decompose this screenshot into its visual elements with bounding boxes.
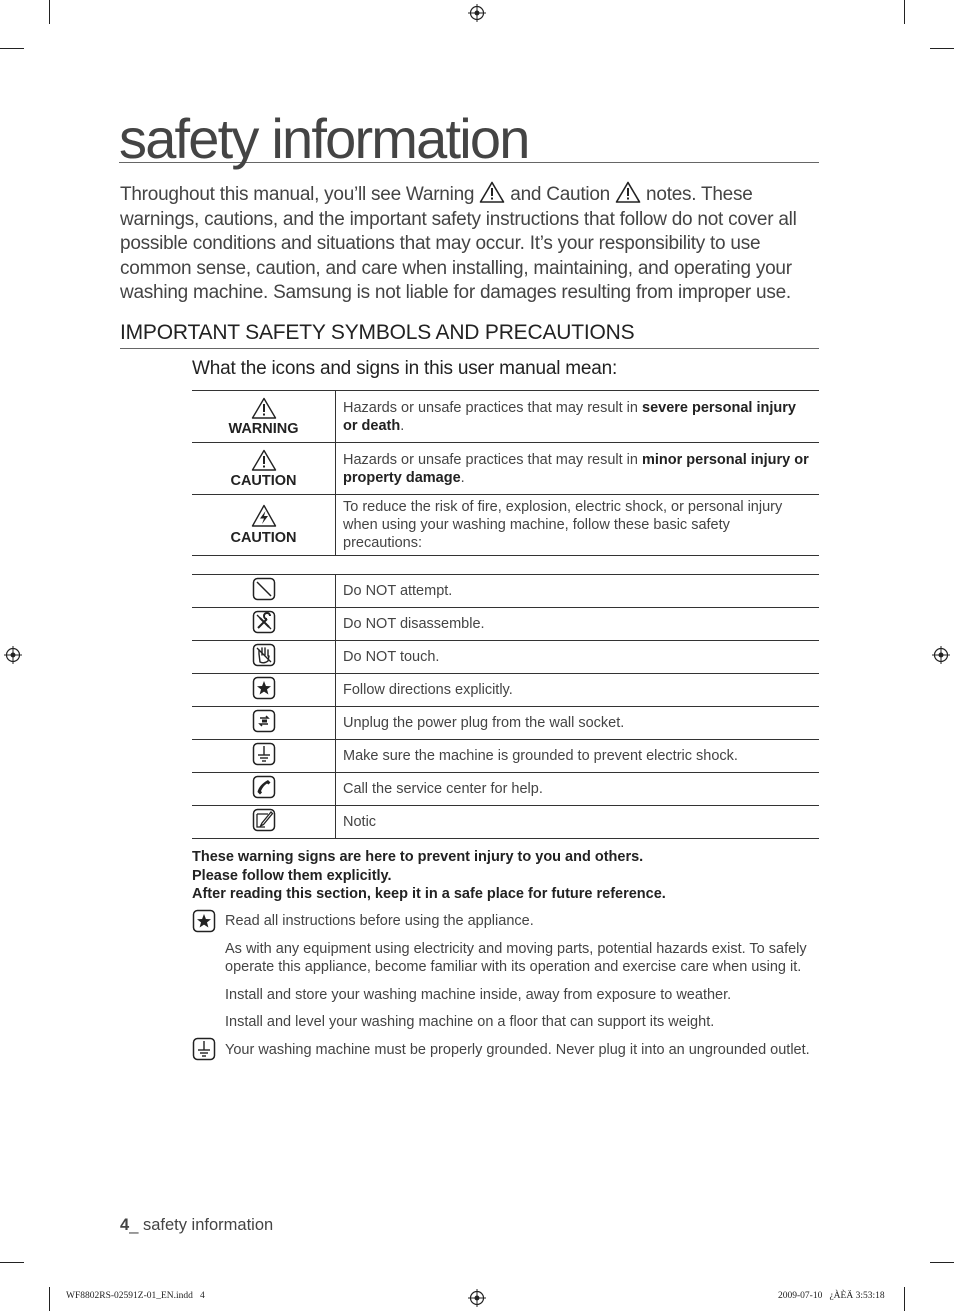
table-row — [192, 495, 819, 556]
page-footer — [120, 1216, 273, 1235]
do-not-disassemble-icon — [252, 610, 276, 634]
crop-mark — [930, 1262, 954, 1263]
instruction-item: Install and store your washing machine inside, away from exposure to weather. — [225, 987, 732, 1003]
crop-mark — [49, 0, 50, 24]
instruction-item: As with any equipment using electricity and moving parts, potential hazards exist. To safely operate this appliance, become familiar with its operation and exercise care when using it. — [225, 941, 807, 975]
symbol-description: Do NOT touch. — [336, 641, 820, 674]
registration-mark-icon — [4, 646, 22, 664]
do-not-touch-icon — [252, 643, 276, 667]
table-row — [192, 443, 819, 495]
instruction-item: Your washing machine must be properly grounded. Never plug it into an ungrounded outlet. — [225, 1042, 810, 1058]
symbol-description: Do NOT disassemble. — [336, 608, 820, 641]
section-heading: IMPORTANT SAFETY SYMBOLS AND PRECAUTIONS — [120, 321, 819, 349]
table-row — [192, 674, 819, 707]
note-line: After reading this section, keep it in a safe place for future reference. — [192, 886, 666, 902]
warning-notes — [192, 848, 666, 904]
unplug-icon — [252, 709, 276, 733]
crop-mark — [49, 1287, 50, 1311]
page-number: 4 — [120, 1216, 130, 1234]
sub-heading: What the icons and signs in this user manual mean: — [192, 358, 618, 379]
symbol-description: Make sure the machine is grounded to prevent electric shock. — [336, 740, 820, 773]
follow-directions-icon — [192, 909, 216, 933]
ground-icon — [192, 1037, 216, 1061]
slug-timestamp: 2009-07-10 ¿ÀÈÄ 3:53:18 — [778, 1291, 885, 1301]
slug-filename: WF8802RS-02591Z-01_EN.indd 4 — [66, 1291, 205, 1301]
follow-directions-icon — [252, 676, 276, 700]
symbols-table — [192, 574, 819, 839]
table-row — [192, 773, 819, 806]
sign-description: Hazards or unsafe practices that may result in severe personal injury or death. — [336, 391, 820, 443]
footer-label: _ safety information — [129, 1216, 274, 1234]
service-call-icon — [252, 775, 276, 799]
page-title: safety information — [119, 112, 819, 163]
warning-signs-table — [192, 390, 819, 556]
note-icon — [252, 808, 276, 832]
warning-triangle-icon — [479, 181, 505, 203]
sign-label: CAUTION — [230, 472, 297, 489]
sign-label: WARNING — [228, 420, 299, 437]
intro-text: Throughout this manual, you’ll see Warning — [120, 184, 480, 205]
do-not-attempt-icon — [252, 577, 276, 601]
table-row — [192, 575, 819, 608]
table-row — [192, 740, 819, 773]
sign-description: To reduce the risk of fire, explosion, electric shock, or personal injury when using your washing machine, follow these basic safety precautions: — [336, 495, 820, 556]
crop-mark — [904, 0, 905, 24]
symbol-description: Notic — [336, 806, 820, 839]
warning-triangle-icon — [251, 449, 277, 471]
electric-caution-icon — [251, 504, 277, 528]
note-line: These warning signs are here to prevent injury to you and others. — [192, 849, 644, 865]
registration-mark-icon — [932, 646, 950, 664]
intro-paragraph — [120, 181, 825, 306]
crop-mark — [904, 1287, 905, 1311]
symbol-description: Unplug the power plug from the wall socket. — [336, 707, 820, 740]
table-row — [192, 707, 819, 740]
crop-mark — [0, 48, 24, 49]
symbol-description: Call the service center for help. — [336, 773, 820, 806]
table-row — [192, 608, 819, 641]
instruction-item: Read all instructions before using the appliance. — [225, 913, 534, 929]
crop-mark — [0, 1262, 24, 1263]
table-row — [192, 391, 819, 443]
crop-mark — [930, 48, 954, 49]
table-row — [192, 806, 819, 839]
sign-label: CAUTION — [230, 530, 297, 546]
warning-triangle-icon — [251, 397, 277, 419]
sign-description: Hazards or unsafe practices that may result in minor personal injury or property damage. — [336, 443, 820, 495]
instruction-item: Install and level your washing machine on a floor that can support its weight. — [225, 1014, 715, 1030]
table-row — [192, 641, 819, 674]
intro-text: and Caution — [505, 184, 616, 205]
warning-triangle-icon — [615, 181, 641, 203]
intro-text: notes. These warnings, cautions, and the important safety instructions that follow do not cover all possible conditions and situations that may occur. It’s your responsibility to use common sense, caution, and care when installing, maintaining, and operating your washing machine. Samsung is not liable for damages resulting from improper use. — [120, 184, 797, 303]
ground-icon — [252, 742, 276, 766]
note-line: Please follow them explicitly. — [192, 867, 392, 884]
symbol-description: Follow directions explicitly. — [336, 674, 820, 707]
symbol-description: Do NOT attempt. — [336, 575, 820, 608]
registration-mark-icon — [468, 1289, 486, 1307]
registration-mark-icon — [468, 4, 486, 22]
